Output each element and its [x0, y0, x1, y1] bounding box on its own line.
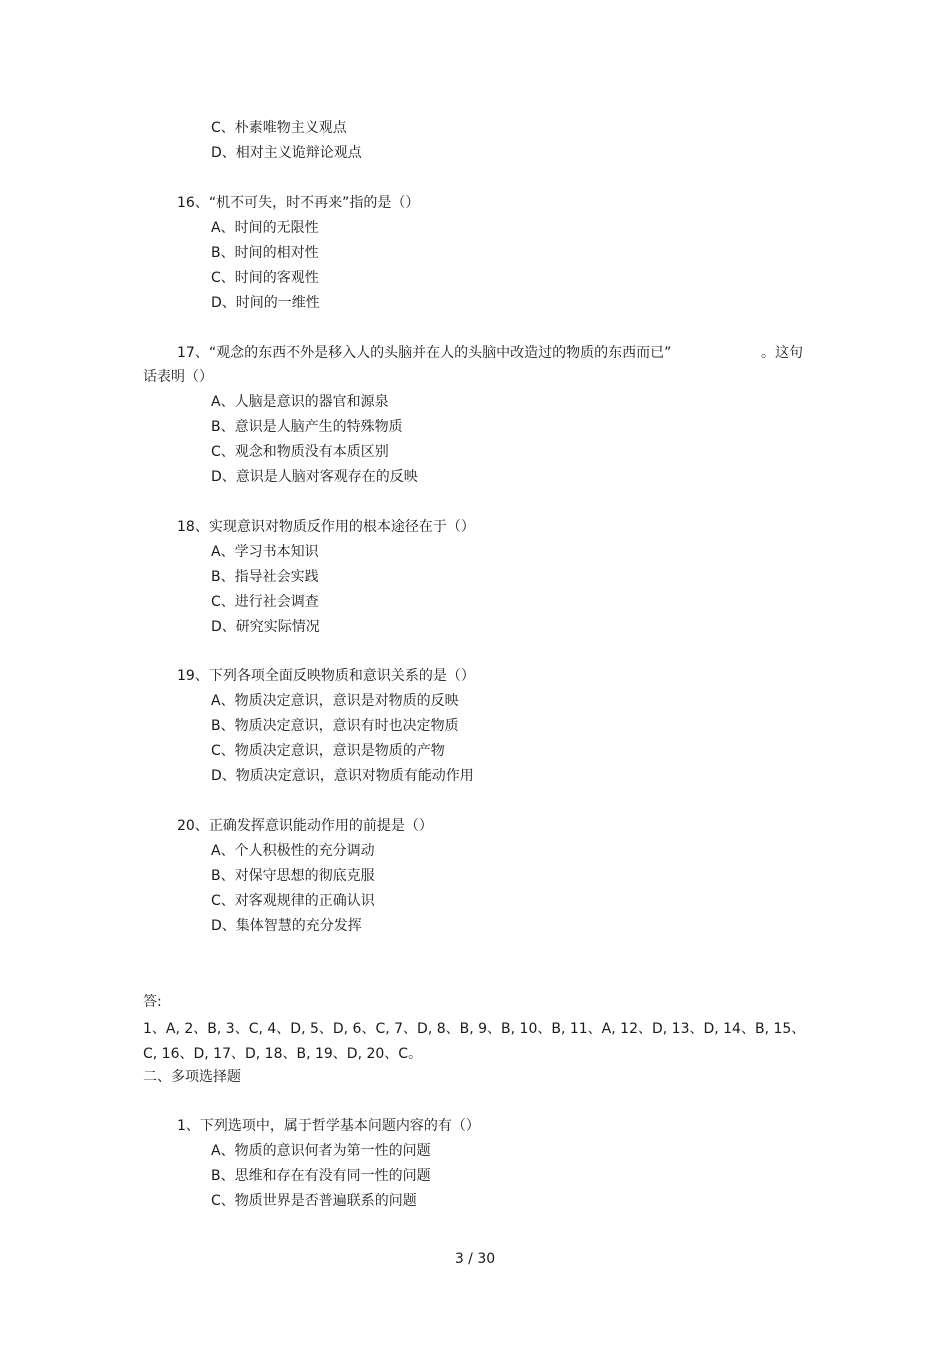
q16-option-a: A、时间的无限性: [211, 220, 319, 236]
q18-option-d: D、研究实际情况: [211, 619, 320, 635]
option-d: D、相对主义诡辩论观点: [211, 145, 362, 161]
multi-question-1-stem: 1、下列选项中，属于哲学基本问题内容的有（）: [177, 1118, 480, 1134]
q20-option-b: B、对保守思想的彻底克服: [211, 868, 375, 884]
q16-option-d: D、时间的一维性: [211, 295, 320, 311]
q18-option-b: B、指导社会实践: [211, 569, 319, 585]
answer-label: 答:: [143, 994, 162, 1010]
q17-option-d: D、意识是人脑对客观存在的反映: [211, 469, 418, 485]
q17-option-c: C、观念和物质没有本质区别: [211, 444, 389, 460]
q17-option-a: A、人脑是意识的器官和源泉: [211, 394, 389, 410]
question-17-stem-continued: 话表明（）: [143, 369, 213, 385]
q20-option-c: C、对客观规律的正确认识: [211, 893, 375, 909]
q16-option-b: B、时间的相对性: [211, 245, 319, 261]
page-number: 3 / 30: [454, 1251, 496, 1267]
option-c: C、朴素唯物主义观点: [211, 120, 347, 136]
multi-q1-option-a: A、物质的意识何者为第一性的问题: [211, 1143, 431, 1159]
q16-option-c: C、时间的客观性: [211, 270, 319, 286]
q19-option-a: A、物质决定意识，意识是对物质的反映: [211, 693, 459, 709]
q19-option-b: B、物质决定意识，意识有时也决定物质: [211, 718, 459, 734]
q19-option-d: D、物质决定意识，意识对物质有能动作用: [211, 768, 474, 784]
q18-option-a: A、学习书本知识: [211, 544, 319, 560]
multi-q1-option-b: B、思维和存在有没有同一性的问题: [211, 1168, 431, 1184]
question-17-stem-tail: 。这句: [761, 345, 803, 361]
answer-key-line-2: C, 16、D, 17、D, 18、B, 19、D, 20、C。: [143, 1046, 423, 1062]
multi-q1-option-c: C、物质世界是否普遍联系的问题: [211, 1193, 417, 1209]
answer-key-line-1: 1、A, 2、B, 3、C, 4、D, 5、D, 6、C, 7、D, 8、B, 9、B, 10、B, 11、A, 12、D, 13、D, 14、B, 15、: [143, 1021, 806, 1037]
q20-option-d: D、集体智慧的充分发挥: [211, 918, 362, 934]
q18-option-c: C、进行社会调查: [211, 594, 319, 610]
q17-option-b: B、意识是人脑产生的特殊物质: [211, 419, 403, 435]
q20-option-a: A、个人积极性的充分调动: [211, 843, 375, 859]
question-19-stem: 19、下列各项全面反映物质和意识关系的是（）: [177, 668, 475, 684]
section-heading: 二、多项选择题: [143, 1069, 241, 1085]
question-20-stem: 20、正确发挥意识能动作用的前提是（）: [177, 818, 433, 834]
question-17-stem: 17、“观念的东西不外是移入人的头脑并在人的头脑中改造过的物质的东西而已”: [177, 345, 672, 361]
question-16-stem: 16、“机不可失，时不再来”指的是（）: [177, 195, 420, 211]
q19-option-c: C、物质决定意识，意识是物质的产物: [211, 743, 445, 759]
question-18-stem: 18、实现意识对物质反作用的根本途径在于（）: [177, 519, 475, 535]
